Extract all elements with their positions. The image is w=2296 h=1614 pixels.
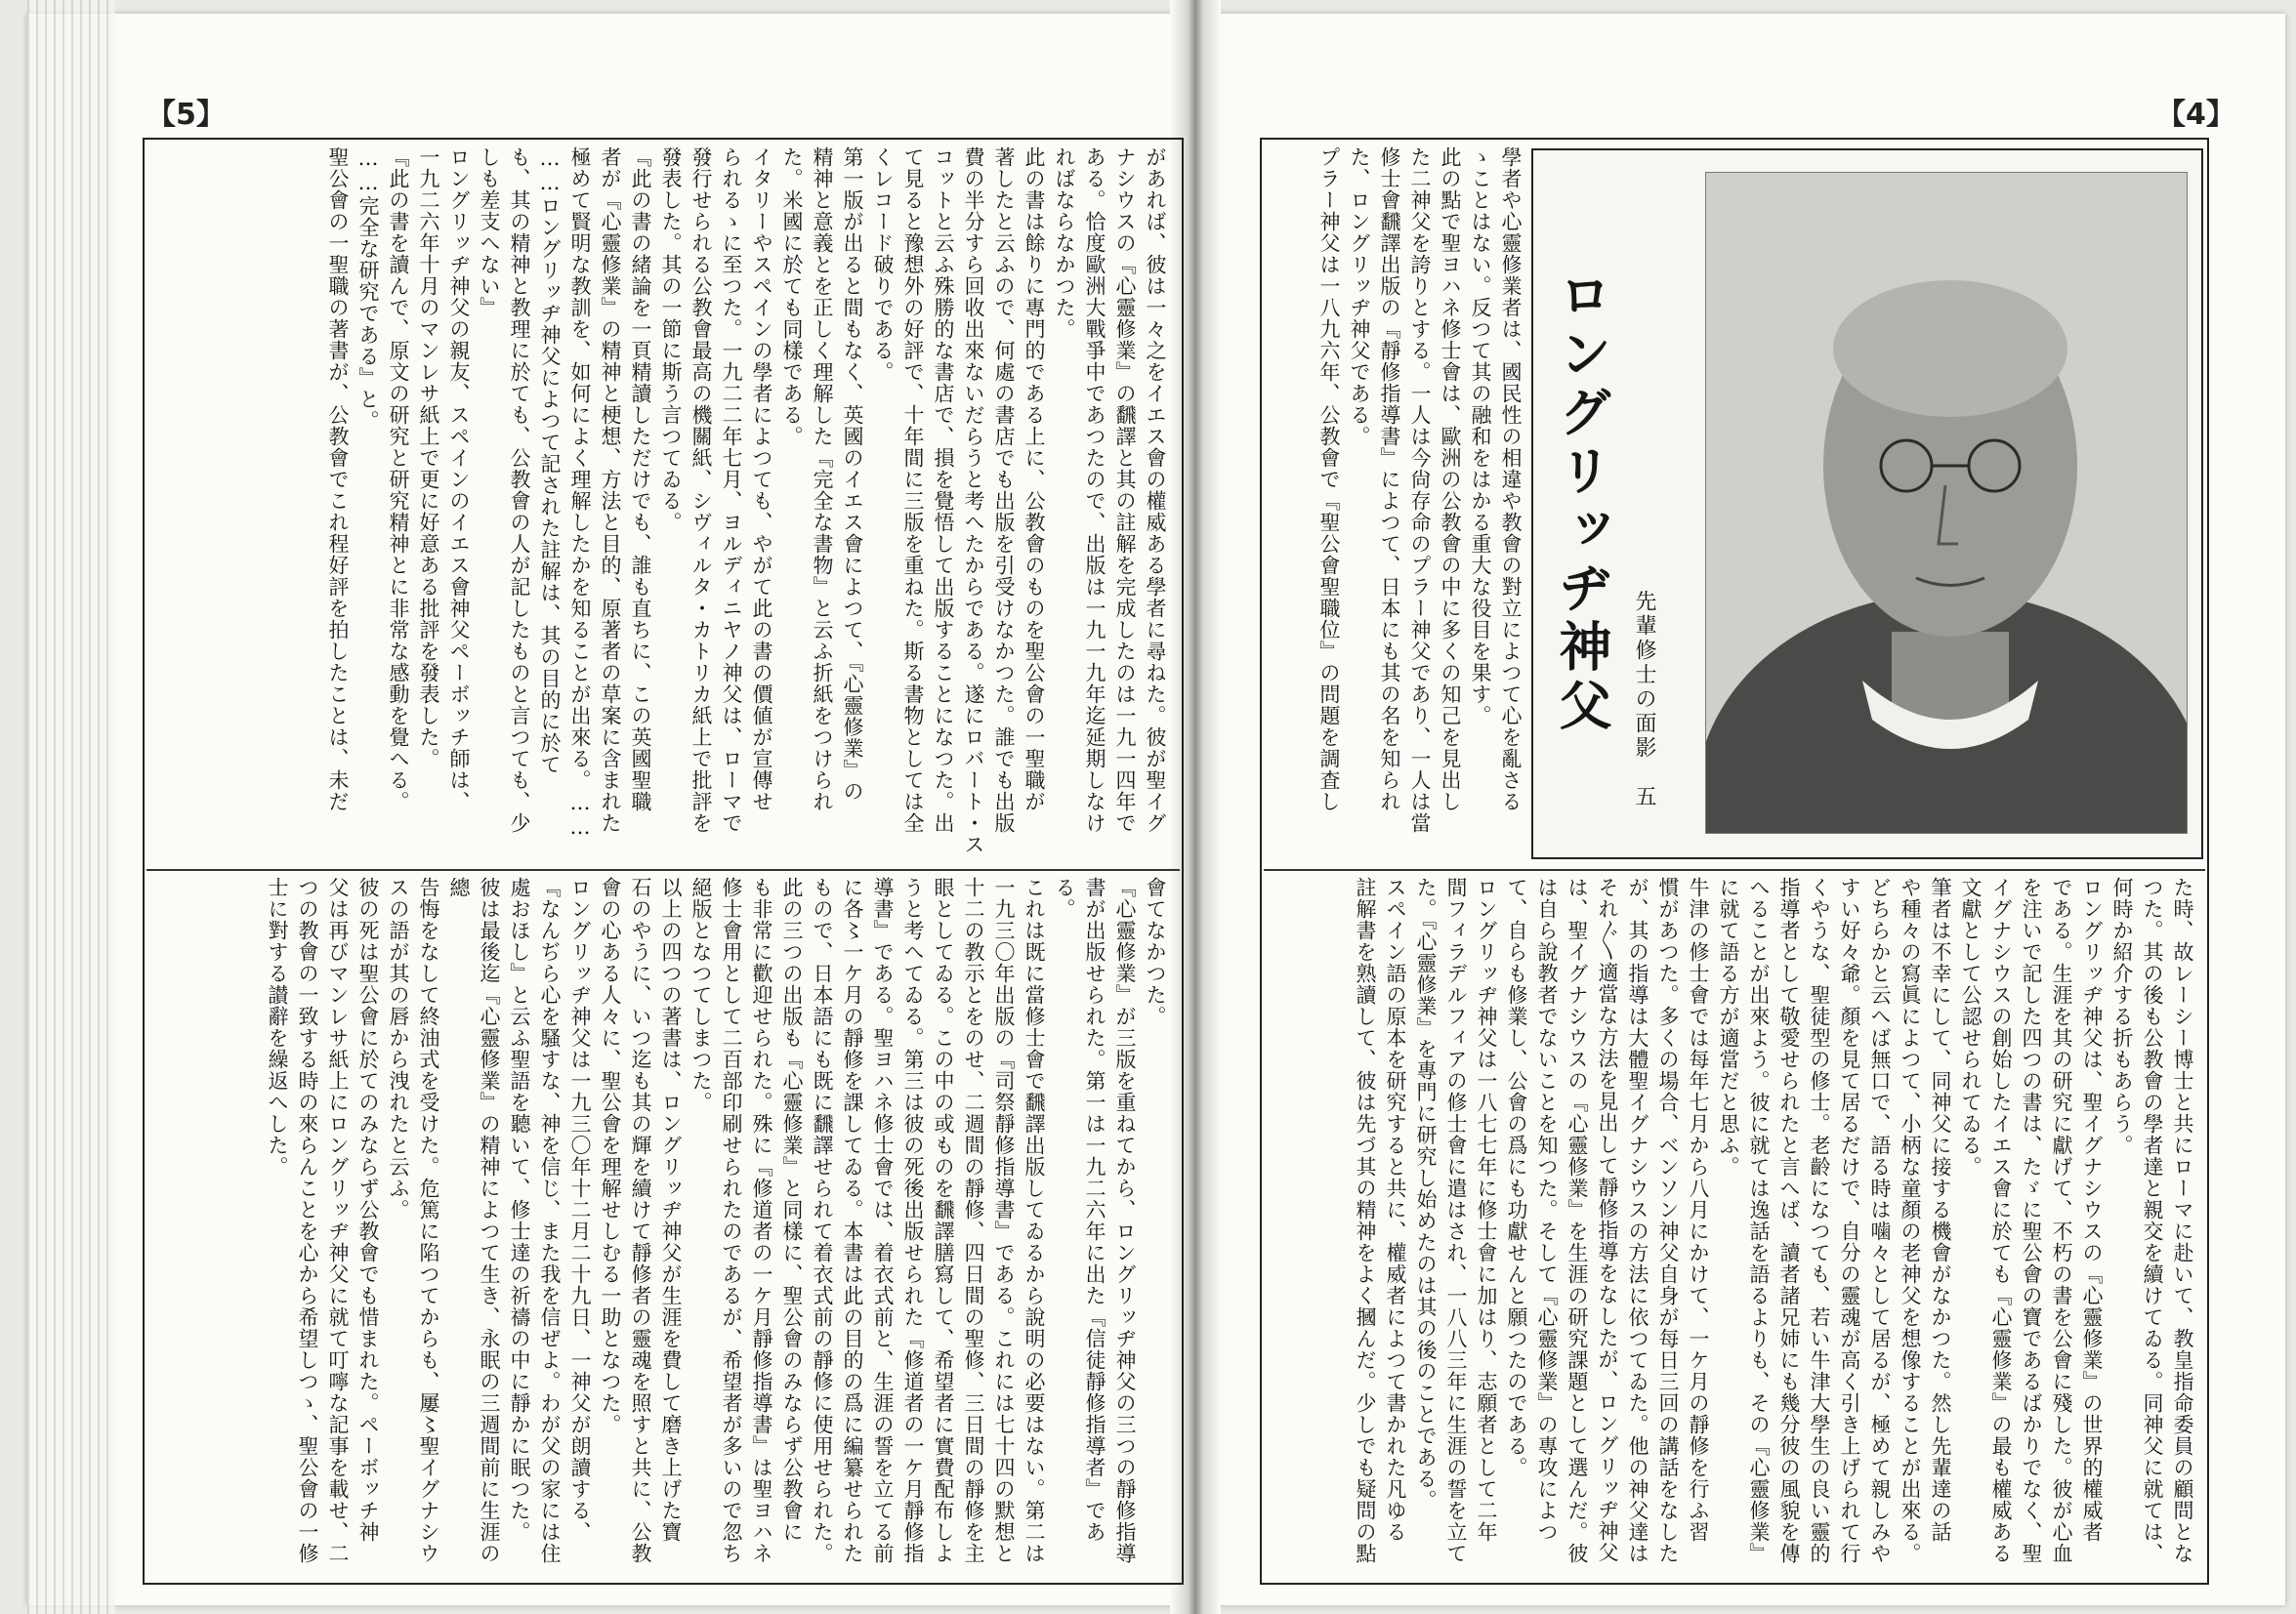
text-column-line: くやうな、聖徒型の修士。老齡になつても、若い牛津大學生の良い靈的	[1808, 877, 1831, 1564]
text-column-line: ればならなかつた。	[1053, 146, 1076, 340]
text-column-line: イタリーやスペインの學者によつても、やがて此の書の價値が宣傳せ	[750, 146, 773, 812]
text-column-line: ゝことはない。反つて其の融和をはかる重大な役目を果す。	[1469, 146, 1492, 726]
text-column-line: ロングリッヂ神父の親友、スペインのイエス會神父ペーボッチ師は、	[447, 146, 471, 812]
text-column-line: 極めて賢明な教訓を、如何によく理解したかを知ることが出來る。……	[568, 146, 592, 840]
text-column-line: 父は再びマンレサ紙上にロングリッヂ神父に就て叮嚀な記事を載せ、二	[326, 877, 350, 1564]
text-column-line: 導書』である。聖ヨハネ修士會では、着衣式前と、生涯の誓を立てる前	[871, 877, 895, 1564]
text-column-line: つの教會の一致する時の來らんことを心から希望しつゝ、聖公會の一修	[296, 877, 319, 1564]
text-column-line: た、ロングリッヂ神父である。	[1348, 146, 1371, 447]
text-column-line: ロングリッヂ神父は一九三〇年十二月二十九日、一神父が朗讀する、	[568, 877, 592, 1543]
text-column-line: た時、故レーシー博士と共にローマに赴いて、教皇指命委員の顧問とな	[2171, 877, 2194, 1564]
text-column-line: も、其の精神と教理に於ても、公教會の人が記したものと言つても、少	[508, 146, 531, 834]
text-column-line: ロングリッヂ神父は、聖イグナシウスの『心靈修業』の世界的權威者	[2080, 877, 2104, 1543]
page-number-left: 【5】	[146, 98, 226, 132]
text-column-line: もので、日本語にも既に飜譯せられて着衣式前の靜修に使用せられた。	[811, 877, 834, 1564]
text-column-line: 精神と意義とを正しく理解した『完全な書物』と云ふ折紙をつけられ	[811, 146, 834, 812]
text-column-line: 一九二六年十月のマンレサ紙上で更に好意ある批評を發表した。	[417, 146, 440, 769]
text-column-line: 『心靈修業』が三版を重ねてから、ロングリッヂ神父の三つの靜修指導	[1113, 877, 1137, 1564]
text-column-line: 聖公會の一聖職の著書が、公教會でこれ程好評を拍したことは、未だ	[326, 146, 350, 812]
text-column-line: は、聖イグナシウスの『心靈修業』を生涯の研究課題として選んだ。彼	[1565, 877, 1589, 1564]
text-column-line: つた。其の後も公教會の學者達と親交を續けてゐる。同神父に就ては、	[2141, 877, 2164, 1564]
text-column-line: 何時か紹介する折もあらう。	[2110, 877, 2134, 1156]
text-column-line: へることが出來よう。彼に就ては逸話を語るよりも、その『心靈修業』	[1747, 877, 1771, 1564]
text-column-line: や種々の寫眞によつて、小柄な童顏の老神父を想像することが出來る。	[1899, 877, 1922, 1564]
text-column-line: 『なんぢら心を騷すな、神を信じ、また我を信ぜよ。わが父の家には住	[538, 877, 562, 1564]
text-column-line: である。生涯を其の研究に獻げて、不朽の書を公會に殘した。彼が心血	[2050, 877, 2073, 1564]
text-column-line: 註解書を熟讀して、彼は先づ其の精神をよく摑んだ。少しでも疑問の點	[1354, 877, 1377, 1564]
text-column-line: 筆者は不幸にして、同神父に接する機會がなかつた。然し先輩達の話	[1929, 877, 1952, 1543]
text-column-line: に各〻一ケ月の靜修を課してゐる。本書は此の目的の爲に編纂せられた	[841, 877, 864, 1564]
text-column-line: これは既に當修士會で飜譯出版してゐるから說明の必要はない。第二は	[1023, 877, 1046, 1564]
text-column-line: 絕版となつてしまつた。	[689, 877, 713, 1113]
text-column-line: スペイン語の原本を研究すると共に、權威者によつて書かれた凡ゆる	[1384, 877, 1407, 1543]
text-column-line: を注いで記した四つの書は、たゞに聖公會の寶であるばかりでなく、聖	[2020, 877, 2043, 1564]
text-column-line: 處おほし』と云ふ聖語を聽いて、修士達の祈禱の中に靜かに眠つた。	[508, 877, 531, 1543]
text-column-line: ……ロングリッヂ神父によつて記された註解は、其の目的に於て	[538, 146, 562, 775]
text-column-line: 牛津の修士會では每年七月から八月にかけて、一ケ月の靜修を行ふ習	[1687, 877, 1710, 1543]
text-column-line: た。米國に於ても同樣である。	[780, 146, 804, 447]
text-column-line: 眼としてゐる。この中の或ものを飜譯膳寫して、希望者に實費配布しよ	[932, 877, 955, 1564]
left-bottom-text-block	[164, 877, 1170, 1578]
text-column-line: 慣があつた。多くの場合、ベンソン神父自身が每日三回の講話をなした	[1656, 877, 1680, 1564]
text-column-line: があれば、彼は一々之をイエス會の權威ある學者に尋ねた。彼が聖イグ	[1144, 146, 1167, 834]
text-column-line: られるゝに至つた。一九二二年七月、ヨルディニヤノ神父は、ローマで	[720, 146, 743, 834]
text-column-line: 修士會飜譯出版の『靜修指導書』によつて、日本にも其の名を知られ	[1378, 146, 1401, 812]
text-column-line: も非常に歡迎せられた。殊に『修道者の一ケ月靜修指導書』は聖ヨハネ	[750, 877, 773, 1564]
left-page-divider	[146, 869, 1180, 871]
text-column-line: 文獻として公認せられてゐる。	[1959, 877, 1983, 1178]
page-number-right: 【4】	[2156, 98, 2235, 132]
text-column-line: ナシウスの『心靈修業』の飜譯と其の註解を完成したのは一九一四年で	[1113, 146, 1137, 834]
text-column-line: 『此の書を讀んで、原文の研究と研究精神とに非常な感動を覺へる。	[387, 146, 410, 812]
text-column-line: 士に對する讃辭を繰返へした。	[266, 877, 289, 1178]
text-column-line: 發行せられる公教會最高の機關紙、シヴィルタ・カトリカ紙上で批評を	[689, 146, 713, 834]
text-column-line: イグナシウスの創始したイエス會に於ても『心靈修業』の最も權威ある	[1989, 877, 2013, 1564]
text-column-line: 石のやうに、いつ迄も其の輝を續けて靜修者の靈魂を照すと共に、公教	[629, 877, 652, 1564]
text-column-line: ロングリッヂ神父は一八七七年に修士會に加はり、志願者として二年	[1475, 877, 1498, 1543]
text-column-line: 費の半分すら回收出來ないだらうと考へたからである。遂にロバート・ス	[962, 146, 985, 855]
page-edge-strips	[27, 0, 115, 1614]
text-column-line: すい好々爺。顏を見て居るだけで、自分の靈魂が高く引き上げられて行	[1838, 877, 1861, 1564]
text-column-line: 發表した。其の一節に斯う言つてゐる。	[659, 146, 683, 533]
text-column-line: が、其の指導は大體聖イグナシウスの方法に依つてゐた。他の神父達は	[1626, 877, 1649, 1564]
text-column-line: それ〴〵適當な方法を見出して靜修指導をなしたが、ロングリッヂ神父	[1596, 877, 1619, 1563]
portrait-photo	[1705, 172, 2188, 834]
text-column-line: 彼は最後迄『心靈修業』の精神によつて生き、永眠の三週間前に生涯の總	[447, 877, 501, 1564]
text-column-line: 以上の四つの著書は、ロングリッヂ神父が生涯を費して磨き上げた寶	[659, 877, 683, 1543]
text-column-line: 此の書は餘りに專門的である上に、公教會のものを聖公會の一聖職が	[1023, 146, 1046, 812]
text-column-line: プラー神父は一八九六年、公教會で『聖公會聖職位』の問題を調査し	[1317, 146, 1341, 812]
text-column-line: 指導者として敬愛せられたと言へば、讀者諸兄姉にも幾分彼の風貌を傳	[1777, 877, 1801, 1564]
portrait-illustration	[1706, 173, 2187, 833]
text-column-line: 一九三〇年出版の『司祭靜修指導書』である。これには七十四の默想と	[992, 877, 1016, 1564]
right-page-divider	[1264, 869, 2205, 871]
text-column-line: は自ら說教者でないことを知つた。そして『心靈修業』の專攻によつ	[1535, 877, 1559, 1543]
text-column-line: ある。恰度歐洲大戰爭中であつたので、出版は一九一九年迄延期しなけ	[1083, 146, 1106, 834]
text-column-line: に就て語る方が適當だと思ふ。	[1717, 877, 1740, 1178]
text-column-line: 間フィラデルフィアの修士會に遣はされ、一八八三年に生涯の誓を立て	[1444, 877, 1468, 1564]
right-bottom-text-block	[1270, 877, 2197, 1578]
article-byline: 先輩修士の面影 五	[1632, 590, 1656, 809]
text-column-line: 書が出版せられた。第一は一九二六年に出た『信徒靜修指導者』である。	[1053, 877, 1106, 1543]
text-column-line: 此の點で聖ヨハネ修士會は、歐洲の公教會の中に多くの知己を見出し	[1439, 146, 1462, 812]
text-column-line: て見ると豫想外の好評で、十年間に三版を重ねた。斯る書物としては全	[901, 146, 925, 834]
text-column-line: どちらかと云へば無口で、語る時は噛々として居るが、極めて親しみや	[1868, 877, 1892, 1564]
text-column-line: 修士會用として二百部印刷せられたのであるが、希望者が多いので忽ち	[720, 877, 743, 1564]
text-column-line: しも差支へない』	[478, 146, 501, 318]
article-title: ロングリッヂ神父	[1551, 268, 1613, 736]
text-column-line: た二神父を誇りとする。一人は今尙存命のプラー神父であり、一人は當	[1408, 146, 1432, 834]
text-column-line: うと考へてゐる。第三は彼の死後出版せられた『修道者の一ケ月靜修指	[901, 877, 925, 1564]
text-column-line: 著したと云ふので、何處の書店でも出版を引受けなかつた。誰でも出版	[992, 146, 1016, 834]
text-column-line: 者が『心靈修業』の精神と梗想、方法と目的、原著者の草案に含まれた	[599, 146, 622, 834]
text-column-line: 『此の書の緒論を一頁精讀しただけでも、誰も直ちに、この英國聖職	[629, 146, 652, 812]
text-column-line: 彼の死は聖公會に於てのみならず公教會でも惜まれた。ペーボッチ神	[356, 877, 380, 1543]
text-column-line: コットと云ふ殊勝的な書店で、損を覺悟して出版することになつた。出	[932, 146, 955, 834]
right-top-text-block	[1270, 146, 1525, 864]
article-header-box	[1531, 148, 2203, 859]
text-column-line: 會の心ある人々に、聖公會を理解せしむる一助となつた。	[599, 877, 622, 1435]
text-column-line: くレコード破りである。	[871, 146, 895, 383]
text-column-line: た。『心靈修業』を專門に研究し始めたのは其の後のことである。	[1414, 877, 1438, 1511]
text-column-line: スの語が其の唇から洩れたと云ふ。	[387, 877, 410, 1221]
text-column-line: て、自らも修業し、公會の爲にも功獻せんと願つたのである。	[1505, 877, 1528, 1478]
left-top-text-block	[164, 146, 1170, 864]
text-column-line: 會てなかつた。	[1144, 877, 1167, 1027]
text-column-line: 學者や心靈修業者は、國民性の相違や教會の對立によつて心を亂さる	[1499, 146, 1523, 812]
text-column-line: 告悔をなして終油式を受けた。危篤に陷つてからも、屢〻聖イグナシウ	[417, 877, 440, 1564]
text-column-line: 此の三つの出版も『心靈修業』と同樣に、聖公會のみならず公教會に	[780, 877, 804, 1543]
text-column-line: 十二の教示とをのせ、二週間の靜修、四日間の聖修、三日間の靜修を主	[962, 877, 985, 1564]
text-column-line: 第一版が出ると間もなく、英國のイエス會によつて、『心靈修業』の	[841, 146, 864, 803]
text-column-line: ……完全な研究である』と。	[356, 146, 380, 432]
